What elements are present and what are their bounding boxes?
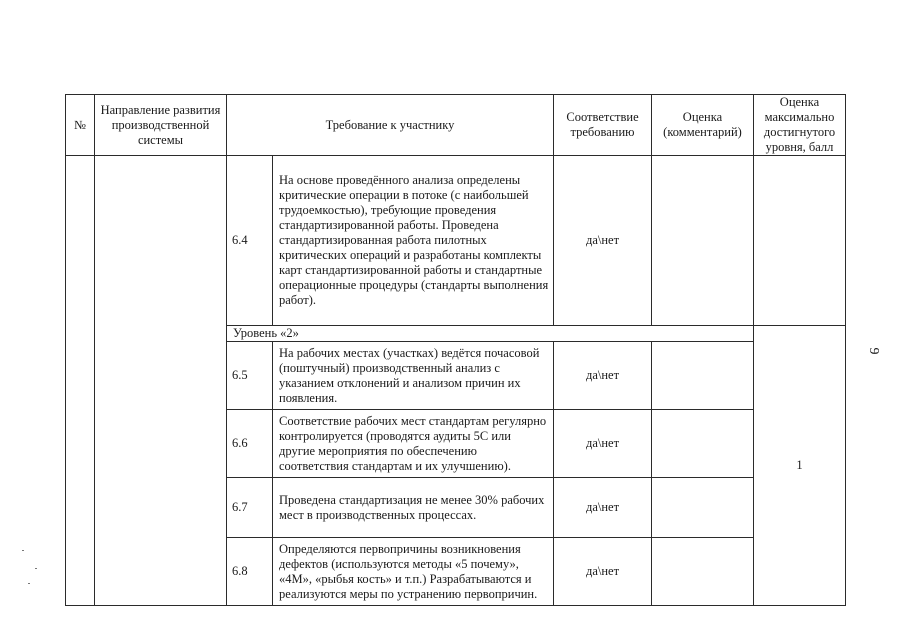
assessment-cell xyxy=(652,410,754,478)
header-requirement: Требование к участнику xyxy=(227,95,554,156)
header-compliance: Соответствие требованию xyxy=(554,95,652,156)
requirement-text: На основе проведённого анализа определены критические операции в потоке (с наибольшей трудоемкостью), требующие проведения стандартизированной работы. Проведена стандартизированная работа пилотных критических операций и разработаны комплекты карт стандартизированной работы и стандартные операционные процедуры (стандарты выполнения работ). xyxy=(273,156,554,326)
row-number: 6.4 xyxy=(227,156,273,326)
compliance-value: да\нет xyxy=(554,478,652,538)
row-number: 6.8 xyxy=(227,538,273,606)
table-row xyxy=(66,156,846,326)
level-label: Уровень «2» xyxy=(227,326,754,342)
row-number: 6.6 xyxy=(227,410,273,478)
level-score: 1 xyxy=(754,326,846,606)
header-direction: Направление развития производственной системы xyxy=(95,95,227,156)
direction-cell-empty xyxy=(95,156,227,606)
compliance-value: да\нет xyxy=(554,410,652,478)
requirements-table xyxy=(65,94,846,606)
assessment-cell xyxy=(652,342,754,410)
compliance-value: да\нет xyxy=(554,538,652,606)
scan-speck xyxy=(35,568,37,569)
requirement-text: Определяются первопричины возникновения дефектов (используются методы «5 почему», «4М», «рыбья кость» и т.п.) Разрабатываются и реализуются меры по устранению первопричин. xyxy=(273,538,554,606)
page-number: 9 xyxy=(866,347,881,355)
requirement-text: На рабочих местах (участках) ведётся почасовой (поштучный) производственный анализ с указанием отклонений и анализом причин их появления. xyxy=(273,342,554,410)
compliance-value: да\нет xyxy=(554,156,652,326)
assessment-cell xyxy=(652,478,754,538)
max-score-cell-empty xyxy=(754,156,846,326)
scan-speck xyxy=(22,550,24,551)
row-number: 6.5 xyxy=(227,342,273,410)
requirement-text: Соответствие рабочих мест стандартам регулярно контролируется (проводятся аудиты 5С или другие мероприятия по обеспечению соответствия стандартам и их улучшению). xyxy=(273,410,554,478)
assessment-cell xyxy=(652,156,754,326)
requirement-text: Проведена стандартизация не менее 30% рабочих мест в производственных процессах. xyxy=(273,478,554,538)
header-number: № xyxy=(66,95,95,156)
header-row xyxy=(66,95,846,156)
assessment-cell xyxy=(652,538,754,606)
row-number: 6.7 xyxy=(227,478,273,538)
header-assessment: Оценка (комментарий) xyxy=(652,95,754,156)
scan-speck xyxy=(28,583,30,584)
header-max-score: Оценка максимально достигнутого уровня, балл xyxy=(754,95,846,156)
number-cell-empty xyxy=(66,156,95,606)
compliance-value: да\нет xyxy=(554,342,652,410)
